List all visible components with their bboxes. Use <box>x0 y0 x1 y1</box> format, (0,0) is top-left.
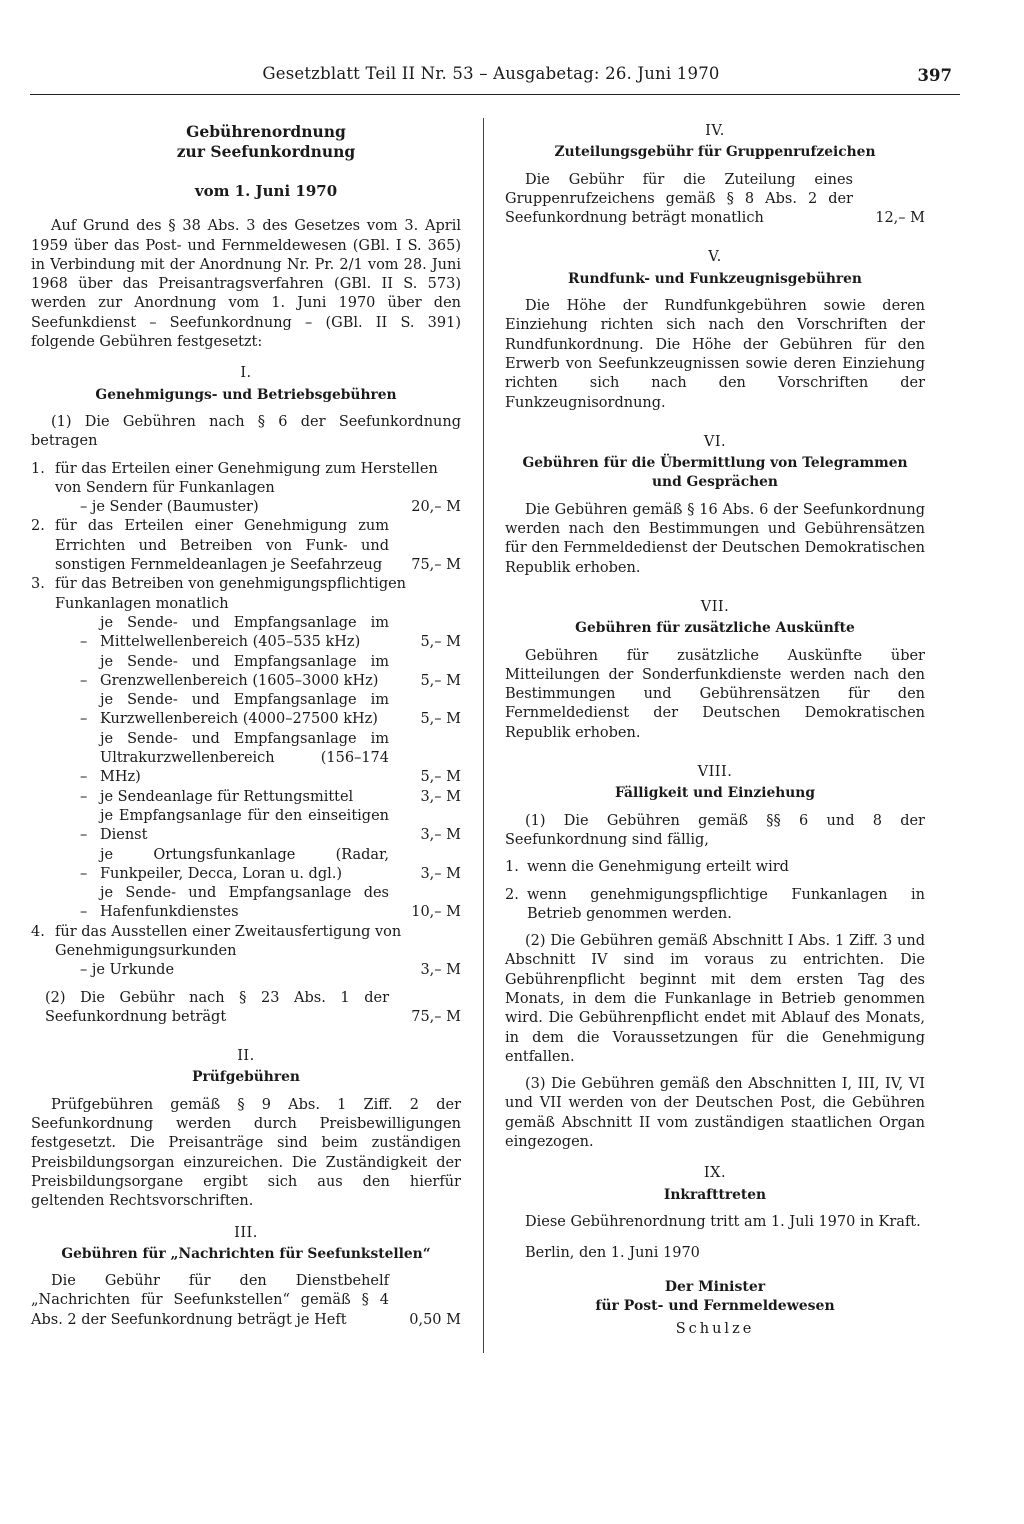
running-header: Gesetzblatt Teil II Nr. 53 – Ausgabetag: 26. Juni 1970 <box>262 64 720 83</box>
paragraph-2: (2) Die Gebühr nach § 23 Abs. 1 der Seefunkordnung beträgt 75,– M <box>31 989 461 1028</box>
section-2-number: II. <box>237 1048 255 1065</box>
item-number: 3. <box>31 576 45 593</box>
section-5-text: Die Höhe der Rundfunkgebühren sowie deren Einziehung richten sich nach den Vorschriften der Rundfunkordnung. Die Höhe der Gebühren für den Erwerb von Seefunkzeugnissen sowie deren Einziehung richten sich nach den Vorschriften der Funkzeugnisordnung. <box>505 298 925 411</box>
section-6-title: Gebühren für die Übermittlung von Telegrammen und Gesprächen <box>522 455 908 491</box>
section-7-title: Gebühren für zusätzliche Auskünfte <box>575 620 855 637</box>
fee-subitem: – je Empfangsanlage für den einseitigen Dienst 3,– M <box>80 807 461 846</box>
fee-subitem: – je Sende- und Empfangsanlage im Kurzwellenbereich (4000–27500 kHz) 5,– M <box>80 691 461 730</box>
signature-block <box>505 1278 925 1339</box>
document-date: vom 1. Juni 1970 <box>194 182 338 200</box>
fee-subitem: – je Sendeanlage für Rettungsmittel 3,– M <box>80 788 461 807</box>
left-column <box>31 122 461 1330</box>
fee-amount: 20,– M <box>411 499 461 516</box>
fee-subitem: – je Sende- und Empfangsanlage im Grenzwellenbereich (1605–3000 kHz) 5,– M <box>80 653 461 692</box>
fee-amount: 0,50 M <box>409 1311 461 1328</box>
fee-amount: 5,– M <box>420 634 461 651</box>
section-1-title: Genehmigungs- und Betriebsgebühren <box>95 386 397 403</box>
item-subtext: je Sender (Baumuster) <box>91 499 259 516</box>
section-8-para-3: (3) Die Gebühren gemäß den Abschnitten I, III, IV, VI und VII werden von der Deutschen Post, die Gebühren gemäß Abschnitt II vom zuständigen staatlichen Organ eingezogen. <box>505 1076 925 1151</box>
section-2-title: Prüfgebühren <box>192 1069 300 1086</box>
fee-item-3 <box>31 575 461 922</box>
header-rule <box>30 94 960 95</box>
signer-title-2: für Post- und Fernmeldewesen <box>595 1297 835 1314</box>
item-subtext: je Urkunde <box>91 962 175 979</box>
fee-item-4: 4. für das Ausstellen einer Zweitausfertigung von Genehmigungsurkunden – je Urkunde 3,– M <box>31 923 461 981</box>
fee-amount: 3,– M <box>420 827 461 844</box>
item-text: für das Erteilen einer Genehmigung zum Herstellen von Sendern für Funkanlagen <box>55 460 438 496</box>
fee-item-1: 1. für das Erteilen einer Genehmigung zum Herstellen von Sendern für Funkanlagen – je Sender (Baumuster) 20,– M <box>31 460 461 518</box>
section-4-number: IV. <box>705 123 725 139</box>
fee-subitem: – je Sende- und Empfangsanlage im Ultrakurzwellenbereich (156–174 MHz) 5,– M <box>80 730 461 788</box>
section-5-number: V. <box>708 249 722 266</box>
fee-amount: 3,– M <box>420 865 461 882</box>
fee-amount: 75,– M <box>411 557 461 574</box>
section-9-title: Inkrafttreten <box>663 1186 767 1203</box>
section-4-title: Zuteilungsgebühr für Gruppenrufzeichen <box>554 144 876 161</box>
page-number: 397 <box>917 66 952 85</box>
list-item: 2. wenn genehmigungspflichtige Funkanlagen in Betrieb genommen werden. <box>505 886 925 922</box>
section-3-fee: Die Gebühr für den Dienstbehelf „Nachrichten für Seefunkstellen“ gemäß § 4 Abs. 2 der Seefunkordnung beträgt je Heft 0,50 M <box>31 1272 461 1330</box>
fee-amount: 5,– M <box>420 769 461 786</box>
signer-name: Schulze <box>675 1320 755 1337</box>
fee-amount: 3,– M <box>420 788 461 805</box>
item-text: für das Ausstellen einer Zweitausfertigung von Genehmigungsurkunden <box>55 923 402 959</box>
section-7-text: Gebühren für zusätzliche Auskünfte über Mitteilungen der Sonderfunkdienste werden nach den Bestimmungen und Gebührensätzen für den Fernmeldedienst der Deutschen Demokratischen Republik erhoben. <box>505 647 925 741</box>
section-8-title: Fälligkeit und Einziehung <box>614 785 815 802</box>
list-item: 1. wenn die Genehmigung erteilt wird <box>505 859 789 876</box>
section-8-number: VIII. <box>697 764 733 781</box>
fee-subitem: – je Ortungsfunkanlage (Radar, Funkpeiler, Decca, Loran u. dgl.) 3,– M <box>80 846 461 885</box>
section-4-fee: Die Gebühr für die Zuteilung eines Gruppenrufzeichens gemäß § 8 Abs. 2 der Seefunkordnung beträgt monatlich 12,– M <box>505 171 925 229</box>
section-6-number: VI. <box>703 433 727 450</box>
right-column <box>505 122 925 1339</box>
section-9-number: IX. <box>703 1165 727 1182</box>
fee-subitem: – je Sende- und Empfangsanlage des Hafenfunkdienstes 10,– M <box>80 884 461 923</box>
signer-title-1: Der Minister <box>664 1278 766 1295</box>
document-title <box>71 122 461 162</box>
item-text: für das Betreiben von genehmigungspflichtigen Funkanlagen monatlich <box>55 576 407 612</box>
section-6-text: Die Gebühren gemäß § 16 Abs. 6 der Seefunkordnung werden nach den Bestimmungen und Gebührensätzen für den Fernmeldedienst der Deutschen Demokratischen Republik erhoben. <box>505 501 925 576</box>
fee-amount: 5,– M <box>420 672 461 689</box>
title-line-1: Gebührenordnung <box>186 122 346 141</box>
item-number: 1. <box>31 460 45 477</box>
fee-amount: 10,– M <box>411 904 461 921</box>
item-text: für das Erteilen einer Genehmigung zum Errichten und Betreiben von Funk- und sonstigen Fernmeldeanlagen je Seefahrzeug <box>55 518 389 574</box>
section-3-number: III. <box>234 1224 258 1241</box>
preamble: Auf Grund des § 38 Abs. 3 des Gesetzes vom 3. April 1959 über das Post- und Fernmeldewesen (GBl. I S. 365) in Verbindung mit der Anordnung Nr. Pr. 2/1 vom 28. Juni 1968 über das Preisantragsverfahren (GBl. II S. 573) werden zur Anordnung vom 1. Juni 1970 über den Seefunkdienst – Seefunkordnung – (GBl. II S. 391) folgende Gebühren festgesetzt: <box>31 218 461 351</box>
fee-subitem: – je Sende- und Empfangsanlage im Mittelwellenbereich (405–535 kHz) 5,– M <box>80 614 461 653</box>
column-divider <box>483 118 484 1353</box>
section-5-title: Rundfunk- und Funkzeugnisgebühren <box>568 270 862 287</box>
fee-amount: 5,– M <box>420 711 461 728</box>
fee-amount: 75,– M <box>411 1008 461 1025</box>
section-1-number: I. <box>240 365 252 382</box>
section-7-number: VII. <box>700 598 730 615</box>
item-number: 2. <box>31 518 45 535</box>
fee-amount: 3,– M <box>420 962 461 979</box>
section-3-title: Gebühren für „Nachrichten für Seefunkstellen“ <box>61 1245 431 1262</box>
section-2-text: Prüfgebühren gemäß § 9 Abs. 1 Ziff. 2 der Seefunkordnung werden durch Preisbewilligungen festgesetzt. Die Preisanträge sind beim zuständigen Preisbildungsorgan einzureichen. Die Zuständigkeit der Preisbildungsorgane ergibt sich aus den hierfür geltenden Rechtsvorschriften. <box>31 1096 461 1210</box>
section-8-para-1: (1) Die Gebühren gemäß §§ 6 und 8 der Seefunkordnung sind fällig, <box>505 812 925 848</box>
section-1-intro: (1) Die Gebühren nach § 6 der Seefunkordnung betragen <box>31 413 461 450</box>
section-8-para-2: (2) Die Gebühren gemäß Abschnitt I Abs. 1 Ziff. 3 und Abschnitt IV sind im voraus zu entrichten. Die Gebührenpflicht beginnt mit dem ersten Tag des Monats, in dem die Funkanlage in Betrieb genommen wird. Die Gebührenpflicht endet mit Ablauf des Monats, in dem die Voraussetzungen für die Genehmigung entfallen. <box>505 933 925 1065</box>
fee-item-2 <box>31 517 461 575</box>
place-date: Berlin, den 1. Juni 1970 <box>525 1245 700 1262</box>
fee-amount: 12,– M <box>875 210 925 227</box>
section-9-text: Diese Gebührenordnung tritt am 1. Juli 1970 in Kraft. <box>525 1213 921 1230</box>
item-number: 4. <box>31 923 45 940</box>
title-line-2: zur Seefunkordnung <box>176 142 356 161</box>
